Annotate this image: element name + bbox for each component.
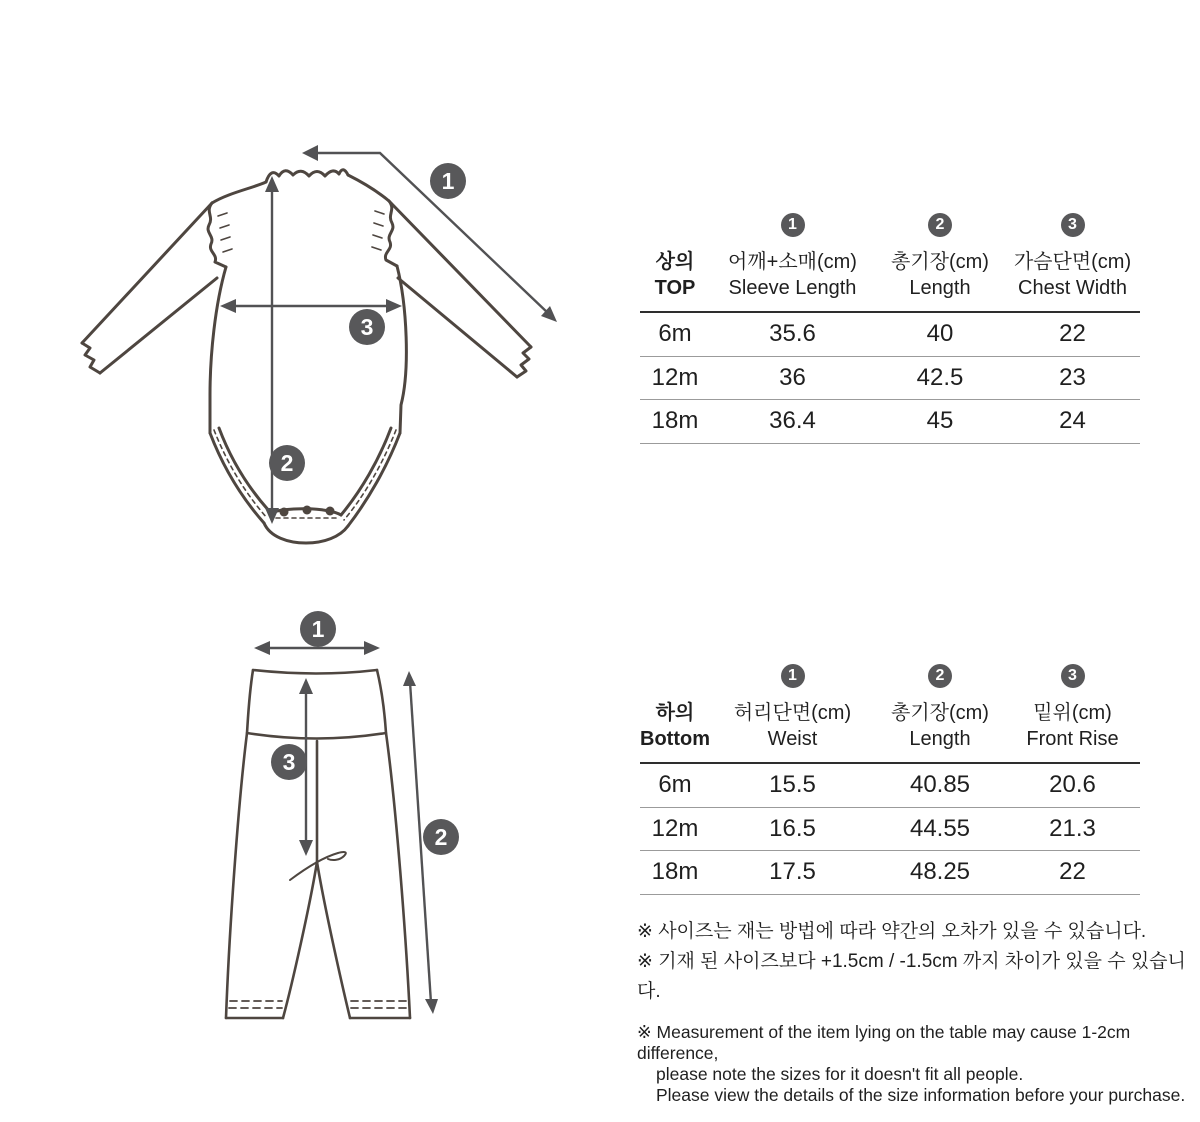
bottom-diagram-badge-1: 1 bbox=[300, 611, 336, 647]
bodysuit-line-drawing bbox=[60, 120, 580, 560]
cell-value: 24 bbox=[1059, 407, 1086, 435]
note-en-line: Please view the details of the size information before your purchase. bbox=[656, 1085, 1186, 1105]
bottom-table-badge-row bbox=[640, 656, 1140, 688]
size-notes bbox=[637, 917, 1200, 1106]
cell-value: 17.5 bbox=[769, 858, 816, 886]
bottom-size-table bbox=[640, 656, 1140, 895]
table-row bbox=[640, 313, 1140, 357]
table-row bbox=[640, 400, 1140, 444]
snap-button bbox=[280, 508, 289, 517]
table-row bbox=[640, 851, 1140, 895]
column-header-ko: 밑위(cm) bbox=[1033, 702, 1112, 724]
cell-value: 40 bbox=[926, 320, 954, 348]
top-diagram-badge-2: 2 bbox=[269, 445, 305, 481]
column-header-en: Sleeve Length bbox=[728, 277, 857, 299]
column-header-ko: 가슴단면(cm) bbox=[1013, 251, 1132, 273]
cell-value: 21.3 bbox=[1049, 814, 1096, 842]
column-badge-3-icon: 3 bbox=[1061, 664, 1085, 688]
cell-value: 44.55 bbox=[909, 814, 971, 842]
row-size-label: 18m bbox=[651, 407, 699, 435]
top-table-label-ko: 상의 bbox=[655, 251, 695, 273]
column-header-ko: 허리단면(cm) bbox=[733, 702, 852, 724]
cell-value: 20.6 bbox=[1049, 771, 1096, 799]
table-row bbox=[640, 764, 1140, 808]
note-en-line: please note the sizes for it doesn't fit all people. bbox=[656, 1064, 1024, 1084]
column-header-en: Chest Width bbox=[1018, 277, 1127, 299]
cell-value: 42.5 bbox=[916, 363, 964, 391]
cell-value: 36.4 bbox=[769, 407, 816, 435]
column-badge-2-icon: 2 bbox=[928, 664, 952, 688]
column-badge-1-icon: 1 bbox=[781, 213, 805, 237]
top-size-table bbox=[640, 205, 1140, 444]
row-size-label: 12m bbox=[651, 814, 699, 842]
cell-value: 16.5 bbox=[769, 814, 816, 842]
cell-value: 35.6 bbox=[769, 320, 816, 348]
cell-value: 45 bbox=[926, 407, 954, 435]
row-size-label: 18m bbox=[651, 858, 699, 886]
bottom-table-label-ko: 하의 bbox=[655, 702, 695, 724]
column-badge-3-icon: 3 bbox=[1061, 213, 1085, 237]
right-ruffle bbox=[385, 201, 397, 266]
snap-button bbox=[303, 506, 312, 515]
column-header-ko: 어깨+소매(cm) bbox=[728, 251, 857, 273]
note-en-line: ※ Measurement of the item lying on the table may cause 1-2cm difference, bbox=[637, 1022, 1131, 1063]
left-ruffle bbox=[208, 203, 226, 267]
cell-value: 23 bbox=[1059, 363, 1086, 391]
cell-value: 36 bbox=[779, 363, 806, 391]
row-size-label: 12m bbox=[651, 363, 699, 391]
column-header-en: Front Rise bbox=[1026, 728, 1119, 750]
top-table-label-en: TOP bbox=[654, 277, 696, 299]
column-header-en: Length bbox=[909, 277, 971, 299]
top-table-header-row bbox=[640, 237, 1140, 311]
neckline bbox=[266, 170, 348, 182]
note-ko-line: ※ 사이즈는 재는 방법에 따라 약간의 오차가 있을 수 있습니다. bbox=[637, 921, 1147, 942]
cell-value: 48.25 bbox=[909, 858, 971, 886]
top-table-badge-row bbox=[640, 205, 1140, 237]
table-row bbox=[640, 808, 1140, 852]
column-header-en: Length bbox=[909, 728, 971, 750]
note-ko-line: ※ 기재 된 사이즈보다 +1.5cm / -1.5cm 까지 차이가 있을 수 있습니다. bbox=[637, 951, 1186, 1002]
cell-value: 40.85 bbox=[909, 771, 971, 799]
column-header-ko: 총기장(cm) bbox=[891, 702, 989, 724]
column-badge-2-icon: 2 bbox=[928, 213, 952, 237]
top-diagram-badge-1: 1 bbox=[430, 163, 466, 199]
column-header-en: Weist bbox=[767, 728, 818, 750]
row-size-label: 6m bbox=[658, 320, 692, 348]
bottom-table-header-row bbox=[640, 688, 1140, 762]
cell-value: 22 bbox=[1059, 320, 1086, 348]
column-badge-1-icon: 1 bbox=[781, 664, 805, 688]
column-header-ko: 총기장(cm) bbox=[891, 251, 989, 273]
cell-value: 22 bbox=[1059, 858, 1086, 886]
bottom-diagram-badge-3: 3 bbox=[271, 744, 307, 780]
bottom-table-label-en: Bottom bbox=[640, 728, 710, 750]
snap-button bbox=[326, 507, 335, 516]
row-size-label: 6m bbox=[658, 771, 692, 799]
bottom-diagram-badge-2: 2 bbox=[423, 819, 459, 855]
table-row bbox=[640, 357, 1140, 401]
cell-value: 15.5 bbox=[769, 771, 816, 799]
top-diagram-badge-3: 3 bbox=[349, 309, 385, 345]
